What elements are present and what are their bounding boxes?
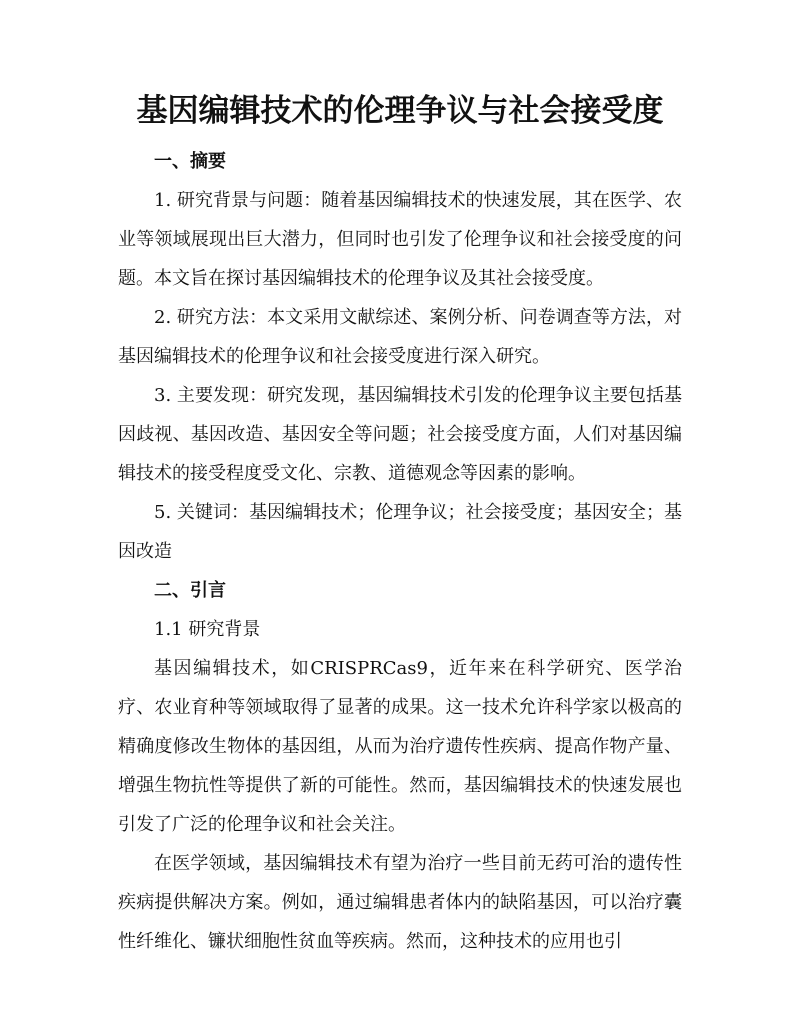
abstract-paragraph-keywords: 5. 关键词：基因编辑技术；伦理争议；社会接受度；基因安全；基因改造: [118, 502, 682, 562]
document-title: 基因编辑技术的伦理争议与社会接受度: [136, 93, 664, 129]
intro-paragraph-1: 基因编辑技术，如CRISPRCas9，近年来在科学研究、医学治疗、农业育种等领域取得了显著的成果。这一技术允许科学家以极高的精确度修改生物体的基因组，从而为治疗遗传性疾病、提高作物产量、增强生物抗性等提供了新的可能性。然而，基因编辑技术的快速发展也引发了广泛的伦理争议和社会关注。: [118, 658, 682, 835]
abstract-paragraph-background: 1. 研究背景与问题：随着基因编辑技术的快速发展，其在医学、农业等领域展现出巨大潜力，但同时也引发了伦理争议和社会接受度的问题。本文旨在探讨基因编辑技术的伦理争议及其社会接受度。: [118, 190, 682, 289]
subsection-heading-background: 1.1 研究背景: [154, 619, 261, 640]
section-heading-introduction: 二、引言: [154, 580, 226, 601]
abstract-paragraph-findings: 3. 主要发现：研究发现，基因编辑技术引发的伦理争议主要包括基因歧视、基因改造、基因安全等问题；社会接受度方面，人们对基因编辑技术的接受程度受文化、宗教、道德观念等因素的影响。: [118, 385, 682, 484]
intro-paragraph-2: 在医学领域，基因编辑技术有望为治疗一些目前无药可治的遗传性疾病提供解决方案。例如，通过编辑患者体内的缺陷基因，可以治疗囊性纤维化、镰状细胞性贫血等疾病。然而，这种技术的应用也引: [118, 853, 682, 952]
document-body: [118, 142, 682, 961]
abstract-paragraph-methods: 2. 研究方法：本文采用文献综述、案例分析、问卷调查等方法，对基因编辑技术的伦理争议和社会接受度进行深入研究。: [118, 307, 682, 367]
section-heading-abstract: 一、摘要: [154, 151, 226, 172]
